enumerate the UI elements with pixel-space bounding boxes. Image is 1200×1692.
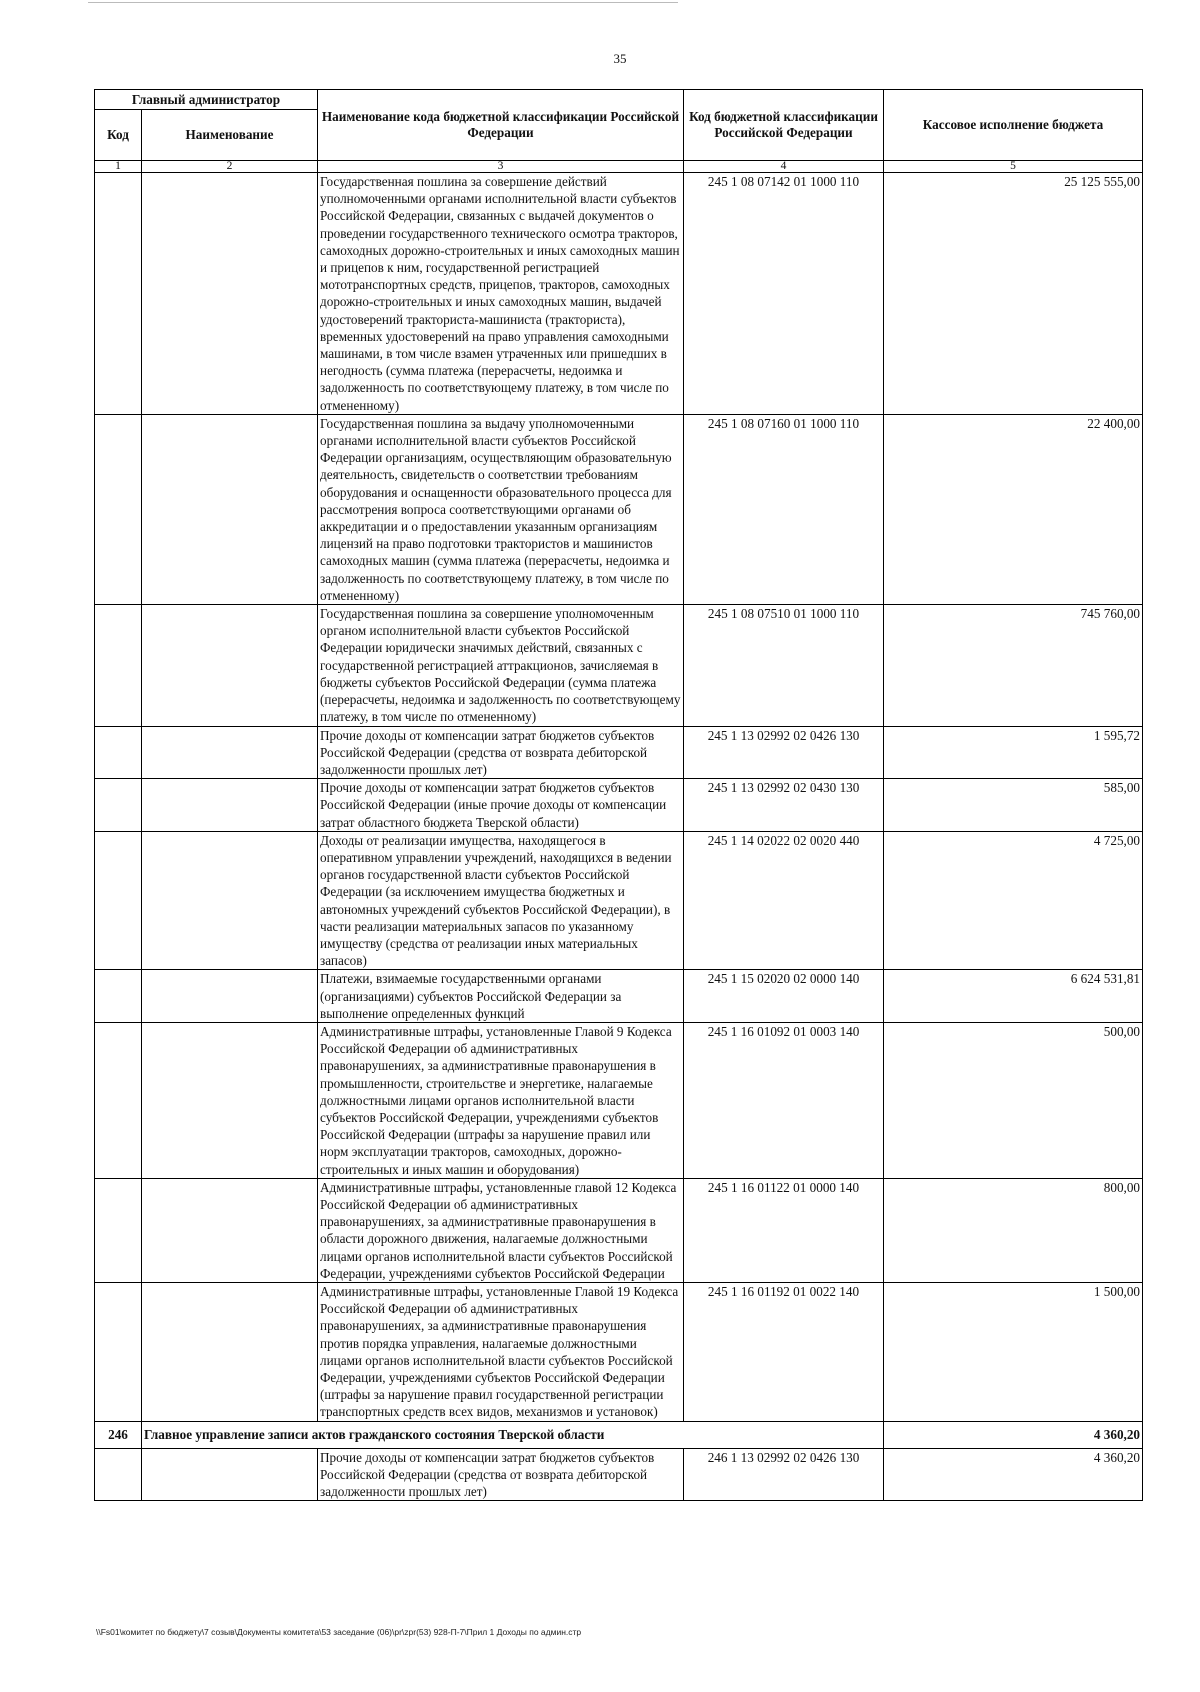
row-admin-name [142, 414, 318, 604]
row-admin-name [142, 726, 318, 779]
table-row [95, 414, 1143, 604]
row-admin-code [95, 414, 142, 604]
row-name: Государственная пошлина за выдачу уполномоченными органами исполнительной власти субъектов Российской Федерации организациям, осуществляющим образовательную деятельность, свидетельств о соответствии требованиям оборудования и оснащенности образовательного процесса для рассмотрения вопроса соответствующими органами об аккредитации и о предоставлении указанным организациям лицензий на право подготовки трактористов и машинистов самоходных машин (сумма платежа (перерасчеты, недоимка и задолженность по соответствующему платежу, в том числе по отмененному) [318, 414, 684, 604]
row-amount: 1 500,00 [884, 1283, 1143, 1422]
row-admin-name [142, 1448, 318, 1501]
row-amount: 1 595,72 [884, 726, 1143, 779]
row-code: 245 1 08 07510 01 1000 110 [684, 605, 884, 726]
column-number: 2 [142, 161, 318, 173]
table-row [95, 173, 1143, 415]
row-name: Платежи, взимаемые государственными органами (организациями) субъектов Российской Федерации за выполнение определенных функций [318, 970, 684, 1023]
row-amount: 22 400,00 [884, 414, 1143, 604]
row-admin-code [95, 726, 142, 779]
admin-code: 246 [95, 1421, 142, 1448]
row-code: 245 1 15 02020 02 0000 140 [684, 970, 884, 1023]
column-number: 5 [884, 161, 1143, 173]
row-admin-code [95, 1448, 142, 1501]
row-admin-code [95, 1178, 142, 1282]
row-admin-code [95, 970, 142, 1023]
table-row [95, 1178, 1143, 1282]
header-execution: Кассовое исполнение бюджета [884, 90, 1143, 161]
row-admin-code [95, 173, 142, 415]
header-name: Наименование [142, 110, 318, 161]
row-admin-name [142, 779, 318, 832]
header-kbk-code: Код бюджетной классификации Российской Федерации [684, 90, 884, 161]
header-kbk-name: Наименование кода бюджетной классификации Российской Федерации [318, 90, 684, 161]
row-admin-name [142, 1178, 318, 1282]
scan-edge-line [88, 2, 678, 3]
row-name: Административные штрафы, установленные Главой 19 Кодекса Российской Федерации об административных правонарушениях, за административные правонарушения против порядка управления, налагаемые должностными лицами органов исполнительной власти субъектов Российской Федерации, учреждениями субъектов Российской Федерации (штрафы за нарушение правил государственной регистрации транспортных средств всех видов, механизмов и установок) [318, 1283, 684, 1422]
header-code: Код [95, 110, 142, 161]
table-row [95, 1022, 1143, 1178]
column-number: 4 [684, 161, 884, 173]
table-row [95, 970, 1143, 1023]
row-admin-name [142, 173, 318, 415]
row-code: 245 1 14 02022 02 0020 440 [684, 831, 884, 970]
row-amount: 500,00 [884, 1022, 1143, 1178]
table-row [95, 831, 1143, 970]
column-number: 3 [318, 161, 684, 173]
row-amount: 25 125 555,00 [884, 173, 1143, 415]
row-name: Прочие доходы от компенсации затрат бюджетов субъектов Российской Федерации (средства от возврата дебиторской задолженности прошлых лет) [318, 1448, 684, 1501]
footer-file-path: \\Fs01\комитет по бюджету\7 созыв\Документы комитета\53 заседание (06)\pr\zpr(53) 928-П-7\Прил 1 Доходы по админ.стр [96, 1627, 582, 1637]
admin-name: Главное управление записи актов гражданского состояния Тверской области [142, 1421, 884, 1448]
row-admin-code [95, 779, 142, 832]
row-name: Прочие доходы от компенсации затрат бюджетов субъектов Российской Федерации (иные прочие доходы от компенсации затрат областного бюджета Тверской области) [318, 779, 684, 832]
admin-amount: 4 360,20 [884, 1421, 1143, 1448]
row-amount: 6 624 531,81 [884, 970, 1143, 1023]
row-code: 245 1 08 07142 01 1000 110 [684, 173, 884, 415]
row-admin-code [95, 605, 142, 726]
row-admin-name [142, 970, 318, 1023]
row-admin-name [142, 605, 318, 726]
row-code: 246 1 13 02992 02 0426 130 [684, 1448, 884, 1501]
table-row [95, 779, 1143, 832]
row-code: 245 1 16 01122 01 0000 140 [684, 1178, 884, 1282]
row-name: Административные штрафы, установленные главой 12 Кодекса Российской Федерации об административных правонарушениях, за административные правонарушения в области дорожного движения, налагаемые должностными лицами органов исполнительной власти субъектов Российской Федерации, учреждениями субъектов Российской Федерации [318, 1178, 684, 1282]
row-admin-name [142, 1283, 318, 1422]
row-name: Государственная пошлина за совершение уполномоченным органом исполнительной власти субъектов Российской Федерации юридически значимых действий, связанных с государственной регистрацией аттракционов, зачисляемая в бюджеты субъектов Российской Федерации (сумма платежа (перерасчеты, недоимка и задолженность по соответствующему платежу, в том числе по отмененному) [318, 605, 684, 726]
header-main-admin: Главный администратор [95, 90, 318, 110]
row-code: 245 1 16 01192 01 0022 140 [684, 1283, 884, 1422]
row-code: 245 1 13 02992 02 0430 130 [684, 779, 884, 832]
table-row [95, 1448, 1143, 1501]
row-admin-name [142, 831, 318, 970]
row-amount: 745 760,00 [884, 605, 1143, 726]
page-number: 35 [613, 51, 627, 66]
row-name: Государственная пошлина за совершение действий уполномоченными органами исполнительной власти субъектов Российской Федерации, связанных с выдачей документов о проведении государственного технического осмотра тракторов, самоходных дорожно-строительных и иных самоходных машин и прицепов к ним, государственной регистрацией мототранспортных средств, прицепов, тракторов, самоходных дорожно-строительных и иных самоходных машин, выдачей удостоверений тракториста-машиниста (тракториста), временных удостоверений на право управления самоходными машинами, в том числе взамен утраченных или пришедших в негодность (сумма платежа (перерасчеты, недоимка и задолженность по соответствующему платежу, в том числе по отмененному) [318, 173, 684, 415]
row-name: Прочие доходы от компенсации затрат бюджетов субъектов Российской Федерации (средства от возврата дебиторской задолженности прошлых лет) [318, 726, 684, 779]
row-code: 245 1 13 02992 02 0426 130 [684, 726, 884, 779]
row-amount: 800,00 [884, 1178, 1143, 1282]
row-amount: 585,00 [884, 779, 1143, 832]
admin-row [95, 1421, 1143, 1448]
row-admin-name [142, 1022, 318, 1178]
table-row [95, 605, 1143, 726]
column-number-row [95, 161, 1143, 173]
budget-table [94, 89, 1143, 1501]
row-admin-code [95, 831, 142, 970]
row-code: 245 1 16 01092 01 0003 140 [684, 1022, 884, 1178]
row-amount: 4 360,20 [884, 1448, 1143, 1501]
row-admin-code [95, 1022, 142, 1178]
table-row [95, 726, 1143, 779]
row-code: 245 1 08 07160 01 1000 110 [684, 414, 884, 604]
row-amount: 4 725,00 [884, 831, 1143, 970]
row-name: Административные штрафы, установленные Главой 9 Кодекса Российской Федерации об административных правонарушениях, за административные правонарушения в промышленности, строительстве и энергетике, налагаемые должностными лицами органов исполнительной власти субъектов Российской Федерации, учреждениями субъектов Российской Федерации (штрафы за нарушение правил или норм эксплуатации тракторов, самоходных, дорожно-строительных и иных машин и оборудования) [318, 1022, 684, 1178]
row-admin-code [95, 1283, 142, 1422]
table-row [95, 1283, 1143, 1422]
column-number: 1 [95, 161, 142, 173]
row-name: Доходы от реализации имущества, находящегося в оперативном управлении учреждений, находящихся в ведении органов государственной власти субъектов Российской Федерации (за исключением имущества бюджетных и автономных учреждений субъектов Российской Федерации), в части реализации материальных запасов по указанному имуществу (средства от реализации иных материальных запасов) [318, 831, 684, 970]
